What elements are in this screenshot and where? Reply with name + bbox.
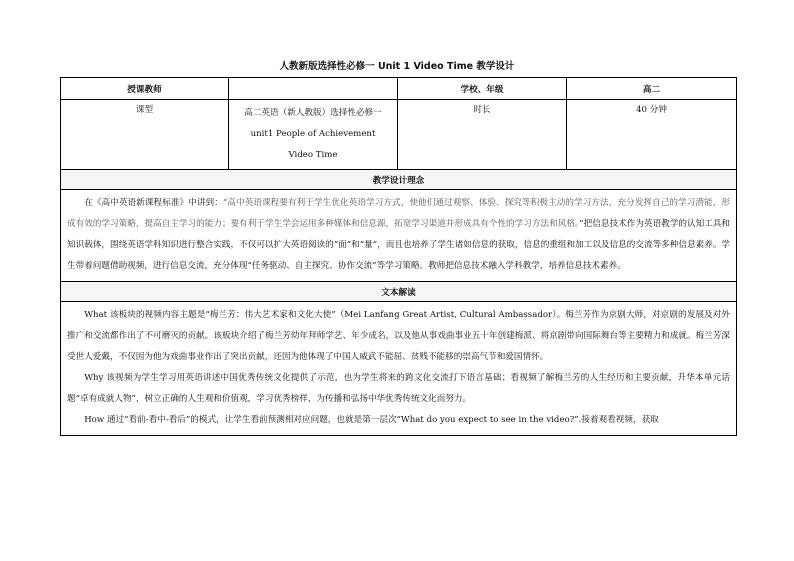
para-lead: 在《高中英语新课程标准》中讲到： (84, 198, 223, 208)
text-analysis-cell (61, 302, 737, 436)
info-row-teacher (61, 78, 737, 100)
para-rest: ”把信息技术作为英语教学的认知工具和知识载体，围绕英语学科知识进行整合实践，不仅可以扩大英语阅读的“面”和“量”，而且也培养了学生诸如信息的获取，信息的重组和加工以及信息的交流等多种信息素养。学生带着问题借助视频，进行信息交流，充分体现“任务驱动、自主探究、协作交流”等学习策略。教师把信息技术融入学科教学，培养信息技术素养。 (67, 219, 730, 271)
duration-label: 时长 (398, 100, 567, 170)
design-concept-cell (61, 190, 737, 282)
course-type-value (229, 100, 398, 170)
what-paragraph: What 该板块的视频内容主题是“梅兰芳：伟大艺术家和文化大使”（Mei Lanfang Great Artist, Cultural Ambassador）。梅兰芳作为京剧大师，对京剧的发展及对外推广和交流都作出了不可磨灭的贡献。该板块介绍了梅兰芳幼年拜师学艺、年少成名，以及他从事戏曲事业五十年创建梅派、将京剧带向国际舞台等主要精力和成就。梅兰芳深受世人爱戴，不仅因为他为戏曲事业作出了突出贡献，还因为他体现了中国人威武不能屈、贫贱不能移的崇高气节和爱国情怀。 (67, 310, 730, 362)
design-concept-paragraph (67, 193, 730, 277)
course-type-line: unit1 People of Achievement (250, 129, 376, 139)
school-grade-label: 学校、年级 (398, 78, 567, 100)
school-grade-value: 高二 (567, 78, 737, 100)
section-heading-row (61, 282, 737, 302)
lesson-plan-table (60, 77, 737, 436)
course-type-label: 课型 (61, 100, 229, 170)
text-analysis-heading: 文本解读 (61, 282, 737, 302)
info-row-course (61, 100, 737, 170)
why-paragraph: Why 该视频为学生学习用英语讲述中国优秀传统文化提供了示范，也为学生将来的跨文化交流打下语言基础；看视频了解梅兰芳的人生经历和主要贡献，升华本单元话题“卓有成就人物”，树立正确的人生观和价值观，学习优秀榜样，为传播和弘扬中华优秀传统文化而努力。 (67, 373, 730, 404)
document-title: 人教新版选择性必修一 Unit 1 Video Time 教学设计 (279, 61, 515, 72)
course-type-line: Video Time (288, 150, 338, 160)
text-analysis-row (61, 302, 737, 436)
curriculum-quote: “高中英语课程要有利于学生优化英语学习方式，使他们通过观察、体验、探究等积极主动的学习方法，充分发挥自己的学习潜能，形成有效的学习策略，提高自主学习的能力；要有利于学生学会运用多种媒体和信息源，拓宽学习渠道并形成具有个性的学习方法和风格。 (67, 198, 730, 229)
teacher-label: 授课教师 (61, 78, 229, 100)
course-type-line: 高二英语（新人教版）选择性必修一 (244, 108, 382, 118)
teacher-value (229, 78, 398, 100)
how-paragraph: How 通过“看前-看中-看后”的模式，让学生看前预测相对应问题，也就是第一层次“What do you expect to see in the video?”.接着观看视频，获取 (84, 415, 659, 425)
duration-value: 40 分钟 (567, 100, 737, 170)
section-heading-row (61, 170, 737, 190)
design-concept-heading: 教学设计理念 (61, 170, 737, 190)
design-concept-row (61, 190, 737, 282)
